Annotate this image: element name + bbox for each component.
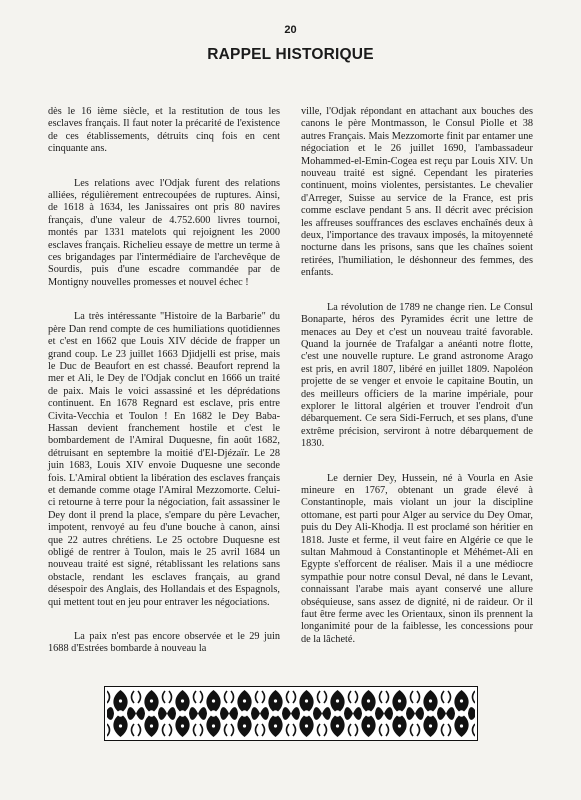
- decorative-ornament-band: [104, 686, 478, 741]
- page-title: RAPPEL HISTORIQUE: [207, 46, 374, 63]
- right-column: [301, 106, 533, 657]
- page-number: 20: [284, 24, 297, 36]
- paragraph: La très intéressante "Histoire de la Barbarie" du père Dan rend compte de ces humiliations quotidiennes et c'est en 1662 que Louis XIV décide de frapper un grand coup. Le 23 juillet 1663 Djidjelli est prise, mais le Duc de Beaufort en est chassé. Beaufort reprend la mer et Ali, le Dey de l'Odjak conclut en 1666 un traité de paix. Mais le voici assassiné et les déprédations continuent. En 1678 Regnard est esclave, pris entre Civita-Vecchia et Toulon ! En 1682 le Dey Baba-Hassan devient franchement hostile et c'est le bombardement de l'Amiral Duquesne, fin août 1682, détruisant en septembre la moitié d'El-Djézaïr. Le 28 juin 1683, Louis XIV envoie Duquesne une seconde fois. L'Amiral obtient la libération des esclaves français et demande comme otage l'Amiral Mezzomorte. Celui-ci retourne à terre pour la négociation, fait assassiner le Dey dont il prend la place, s'empare du père Levacher, impotent, renvoyé au feu d'une bouche à canon, ainsi que 22 autres chrétiens. Le 25 octobre Duquesne est obligé de rentrer à Toulon, mais le 25 avril 1684 un nouveau traité est signé, rétablissant les relations sans obstacle, rendant les esclaves français, au grand désespoir des Anglais, des Hollandais et des Espagnols, qui mettent tout en jeu pour entraver les négociations.: [48, 311, 280, 608]
- paragraph: La paix n'est pas encore observée et le 29 juin 1688 d'Estrées bombarde à nouveau la: [48, 631, 280, 655]
- ornament-pattern: [105, 687, 477, 740]
- paragraph: La révolution de 1789 ne change rien. Le Consul Bonaparte, héros des Pyramides écrit une lettre de menaces au Dey et c'est un nouveau traité favorable. Quand la journée de Trafalgar a anéanti notre flotte, c'est une nouvelle rupture. Le grand astronome Arago est pris, en avril 1807, libéré en juillet 1809. Napoléon projette de se venger et envoie le capitaine Boutin, un des meilleurs officiers de la marine impériale, pour explorer le littoral algérien et trouver l'endroit d'un débarquement. Ce sera Sidi-Ferruch, et ses plans, d'une extrême précision, serviront à notre débarquement de 1830.: [301, 301, 533, 450]
- paragraph: dès le 16 ième siècle, et la restitution de tous les esclaves français. Il faut noter la précarité de l'existence de ces établissements, détruits cinq fois en cent cinquante ans.: [48, 106, 280, 155]
- paragraph: Le dernier Dey, Hussein, né à Vourla en Asie mineure en 1767, obtenant un grade élevé à Constantinople, mais violant un jour la discipline ottomane, est parti pour Alger au service du Dey Omar, puis du Dey Ali-Khodja. Il est proclamé son héritier en 1818. Juste et ferme, il veut faire en Algérie ce que le sultan Mahmoud à Constantinople et Méhémet-Ali en Egypte s'efforcent de réaliser. Mais il a une médiocre sympathie pour notre consul Deval, né dans le Levant, connaissant l'arabe mais ayant conservé une allure obséquieuse, sans assez de dignité, ni de raideur. Or il faut être ferme avec les Orientaux, sinon ils prennent la longanimité pour de la faiblesse, les concessions pour de la lâcheté.: [301, 472, 533, 645]
- paragraph: ville, l'Odjak répondant en attachant aux bouches des canons le père Montmasson, le Consul Piolle et 38 autres Français. Mais Mezzomorte finit par entamer une négociation et le 26 juillet 1690, l'ambassadeur Mohammed-el-Emin-Cogea est reçu par Louis XIV. Un nouveau traité est signé. Cependant les pirateries continuent, moins violentes, persistantes. Le chevalier d'Arreger, Suisse au service de la France, est pris comme esclave pendant 5 ans. Il décrit avec précision les affreuses souffrances des esclaves enchaînés deux à deux, l'importance des travaux imposés, la mitoyenneté nocturne dans les prisons, sans que les chaînes soient retirées, l'humiliation, le déshonneur des femmes, des enfants.: [301, 106, 533, 279]
- left-column: [48, 106, 280, 667]
- paragraph: Les relations avec l'Odjak furent des relations alliées, régulièrement entrecoupées de ruptures. Ainsi, de 1618 à 1634, les Janissaires ont pris 80 navires français, d'une valeur de 4.752.600 livres tournoi, montés par 1331 matelots qui rejoignent les 2000 esclaves français. Richelieu essaye de mettre un terme à ces brigandages par l'intermédiaire de l'archevêque de Sourdis, puis d'une escadre commandée par de Montigny nouvelles promesses et nouvel échec !: [48, 177, 280, 288]
